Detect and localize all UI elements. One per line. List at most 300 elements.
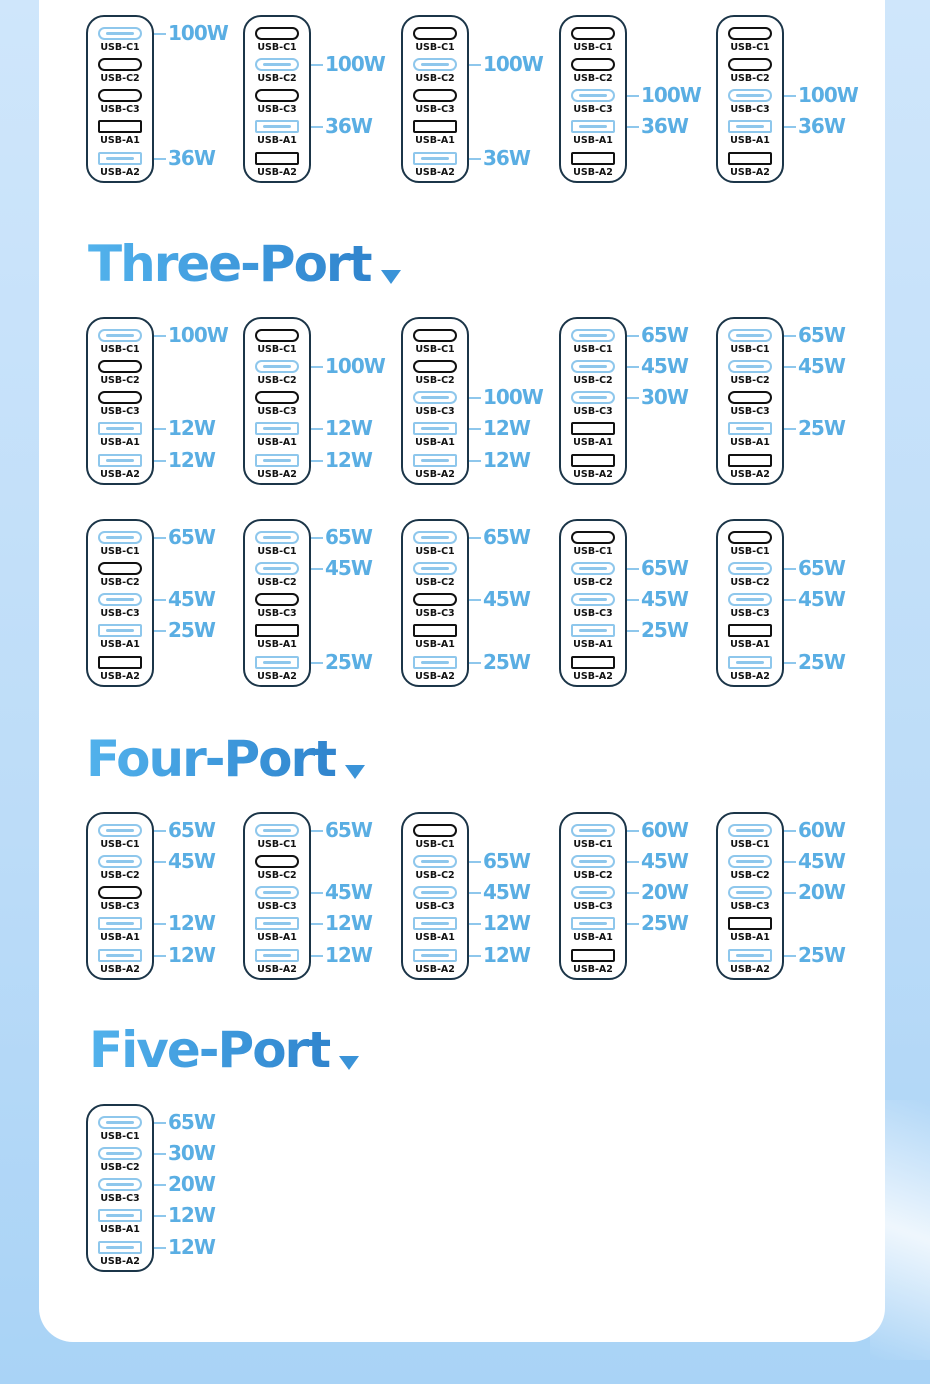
wattage-label: 45W [641,849,688,873]
port-usb-c1-inactive [728,531,772,544]
port-usb-a2-active [413,949,457,962]
port-label: USB-C2 [257,375,297,386]
port-usb-c2-active [255,562,299,575]
port-usb-c2-active [413,855,457,868]
port-usb-c3-inactive [255,391,299,404]
port-label: USB-A2 [573,167,613,178]
port-label: USB-C3 [100,608,140,619]
port-usb-a1-active [413,422,457,435]
leader-line [627,95,639,97]
port-usb-a1-inactive [98,120,142,133]
port-usb-c2-active [98,1147,142,1160]
wattage-label: 60W [798,818,845,842]
port-usb-c2-active [728,855,772,868]
leader-line [784,335,796,337]
port-label: USB-C2 [100,870,140,881]
leader-line [469,460,481,462]
port-label: USB-C2 [257,577,297,588]
port-usb-c2-active [571,360,615,373]
port-label: USB-A1 [730,639,770,650]
port-label: USB-C3 [100,1193,140,1204]
leader-line [311,892,323,894]
wattage-label: 45W [168,849,215,873]
port-label: USB-C1 [573,839,613,850]
port-label: USB-C3 [573,901,613,912]
port-label: USB-A2 [100,167,140,178]
port-label: USB-C3 [415,608,455,619]
wattage-label: 25W [325,650,372,674]
port-usb-c1-inactive [413,27,457,40]
port-label: USB-C2 [257,73,297,84]
wattage-label: 25W [798,416,845,440]
config-four-3 [401,812,571,984]
port-label: USB-A1 [573,639,613,650]
port-usb-a1-active [571,120,615,133]
leader-line [784,599,796,601]
wattage-label: 100W [325,354,385,378]
port-label: USB-A2 [415,671,455,682]
leader-line [469,892,481,894]
port-usb-a1-inactive [255,624,299,637]
port-label: USB-C2 [730,870,770,881]
config-three-9 [559,519,729,691]
port-usb-c2-inactive [728,58,772,71]
wattage-label: 25W [641,618,688,642]
port-usb-a2-inactive [571,152,615,165]
port-label: USB-C1 [573,546,613,557]
leader-line [469,64,481,66]
port-label: USB-A2 [257,964,297,975]
port-usb-c1-active [98,531,142,544]
config-four-4 [559,812,729,984]
port-usb-a2-inactive [571,949,615,962]
port-label: USB-A1 [415,135,455,146]
port-usb-a1-active [98,917,142,930]
port-label: USB-C3 [573,104,613,115]
config-two-2 [243,15,413,187]
config-two-1 [86,15,256,187]
leader-line [469,599,481,601]
port-usb-a1-active [255,917,299,930]
port-usb-a2-inactive [728,152,772,165]
port-label: USB-A2 [257,469,297,480]
wattage-label: 36W [168,146,215,170]
triangle-down-icon [345,765,365,779]
leader-line [154,428,166,430]
heading-three-port-text: Three-Port [88,235,371,293]
port-label: USB-C1 [257,839,297,850]
triangle-down-icon [339,1056,359,1070]
port-usb-c1-active [255,531,299,544]
leader-line [627,923,639,925]
port-usb-a2-active [413,656,457,669]
leader-line [784,366,796,368]
port-label: USB-C2 [415,577,455,588]
wattage-label: 65W [483,525,530,549]
leader-line [154,460,166,462]
port-usb-c1-active [98,27,142,40]
port-usb-a1-active [98,624,142,637]
config-two-5 [716,15,886,187]
port-label: USB-A1 [730,437,770,448]
wattage-label: 25W [798,943,845,967]
wattage-label: 36W [641,114,688,138]
leader-line [311,460,323,462]
port-usb-c1-inactive [413,824,457,837]
port-label: USB-A2 [415,469,455,480]
port-label: USB-A1 [415,932,455,943]
wattage-label: 36W [325,114,372,138]
port-label: USB-A2 [573,671,613,682]
port-label: USB-C2 [573,375,613,386]
wattage-label: 65W [168,525,215,549]
port-usb-c1-active [728,329,772,342]
port-usb-a2-active [255,949,299,962]
port-label: USB-C2 [730,577,770,588]
port-usb-a1-active [255,120,299,133]
leader-line [154,1184,166,1186]
wattage-label: 12W [483,943,530,967]
port-label: USB-C3 [415,406,455,417]
port-label: USB-A1 [100,639,140,650]
port-label: USB-C3 [573,608,613,619]
leader-line [311,428,323,430]
wattage-label: 20W [641,880,688,904]
port-usb-a1-active [98,422,142,435]
port-usb-c2-active [413,58,457,71]
port-label: USB-A2 [730,469,770,480]
wattage-label: 12W [168,943,215,967]
port-usb-a2-active [98,1241,142,1254]
port-usb-c2-active [255,360,299,373]
leader-line [469,955,481,957]
port-usb-a2-active [255,454,299,467]
port-usb-c2-inactive [98,58,142,71]
port-label: USB-A1 [415,639,455,650]
port-label: USB-C2 [730,375,770,386]
port-usb-c1-active [98,329,142,342]
port-label: USB-A1 [730,135,770,146]
leader-line [311,662,323,664]
leader-line [469,537,481,539]
leader-line [784,428,796,430]
port-label: USB-C2 [100,577,140,588]
leader-line [627,335,639,337]
port-usb-c3-active [728,89,772,102]
leader-line [627,366,639,368]
wattage-label: 45W [798,587,845,611]
port-label: USB-C2 [415,73,455,84]
port-usb-c3-active [413,391,457,404]
port-usb-c3-inactive [255,593,299,606]
port-label: USB-C3 [257,406,297,417]
port-label: USB-C1 [730,42,770,53]
leader-line [154,599,166,601]
port-label: USB-A2 [100,469,140,480]
wattage-label: 12W [325,416,372,440]
wattage-label: 12W [168,1235,215,1259]
leader-line [154,158,166,160]
port-label: USB-A2 [257,167,297,178]
leader-line [311,955,323,957]
leader-line [311,923,323,925]
port-usb-a2-inactive [728,454,772,467]
port-label: USB-A2 [100,964,140,975]
wattage-label: 12W [168,1203,215,1227]
wattage-label: 12W [168,911,215,935]
leader-line [784,126,796,128]
leader-line [154,923,166,925]
port-label: USB-C1 [257,344,297,355]
port-label: USB-C3 [100,104,140,115]
wattage-label: 65W [798,556,845,580]
wattage-label: 65W [641,556,688,580]
port-usb-c1-inactive [255,27,299,40]
port-label: USB-A2 [257,671,297,682]
port-usb-a2-active [255,656,299,669]
leader-line [154,537,166,539]
port-label: USB-A2 [730,964,770,975]
port-label: USB-A2 [100,671,140,682]
config-four-2 [243,812,413,984]
wattage-label: 30W [168,1141,215,1165]
port-usb-a1-inactive [571,422,615,435]
config-three-10 [716,519,886,691]
port-label: USB-A1 [100,437,140,448]
port-label: USB-A1 [100,135,140,146]
port-usb-c1-inactive [571,27,615,40]
leader-line [784,861,796,863]
port-usb-c3-inactive [728,391,772,404]
wattage-label: 45W [798,354,845,378]
leader-line [627,630,639,632]
port-usb-c2-inactive [255,855,299,868]
heading-four-port [86,731,365,787]
port-label: USB-A2 [730,671,770,682]
leader-line [311,568,323,570]
port-usb-c2-inactive [98,360,142,373]
port-label: USB-A1 [573,135,613,146]
port-label: USB-C1 [100,1131,140,1142]
port-usb-a1-active [728,422,772,435]
port-label: USB-C1 [730,344,770,355]
leader-line [469,923,481,925]
wattage-label: 65W [168,818,215,842]
wattage-label: 45W [483,587,530,611]
leader-line [311,64,323,66]
leader-line [784,830,796,832]
port-label: USB-C3 [100,901,140,912]
triangle-down-icon [381,270,401,284]
port-label: USB-C1 [573,344,613,355]
port-label: USB-A2 [573,469,613,480]
wattage-label: 45W [325,880,372,904]
port-usb-a1-active [255,422,299,435]
port-usb-c2-inactive [413,360,457,373]
leader-line [154,630,166,632]
port-usb-a1-active [571,624,615,637]
port-label: USB-C2 [415,870,455,881]
wattage-label: 45W [641,587,688,611]
port-label: USB-C3 [730,104,770,115]
port-usb-c3-inactive [255,89,299,102]
wattage-label: 45W [168,587,215,611]
port-usb-c1-active [571,824,615,837]
port-usb-c1-active [571,329,615,342]
heading-five-port-text: Five-Port [89,1021,330,1079]
port-usb-c1-inactive [728,27,772,40]
port-usb-a2-active [98,454,142,467]
port-label: USB-C1 [730,839,770,850]
port-label: USB-A1 [257,135,297,146]
config-three-2 [243,317,413,489]
port-usb-a1-inactive [413,624,457,637]
port-usb-c2-inactive [571,58,615,71]
wattage-label: 100W [798,83,858,107]
port-usb-c3-inactive [98,391,142,404]
port-usb-a2-inactive [571,454,615,467]
port-usb-a2-inactive [571,656,615,669]
wattage-label: 65W [798,323,845,347]
wattage-label: 12W [325,448,372,472]
leader-line [784,95,796,97]
wattage-label: 25W [168,618,215,642]
port-usb-c1-inactive [255,329,299,342]
port-usb-c2-active [413,562,457,575]
heading-four-port-text: Four-Port [86,730,336,788]
config-two-3 [401,15,571,187]
port-usb-a2-active [98,152,142,165]
port-label: USB-C1 [257,546,297,557]
wattage-label: 100W [325,52,385,76]
port-label: USB-A2 [415,167,455,178]
port-usb-a2-active [728,949,772,962]
port-label: USB-C2 [573,577,613,588]
port-label: USB-A1 [573,437,613,448]
config-four-1 [86,812,256,984]
leader-line [311,126,323,128]
port-label: USB-C3 [100,406,140,417]
port-label: USB-A1 [100,932,140,943]
port-usb-c2-active [255,58,299,71]
port-label: USB-C1 [415,344,455,355]
port-usb-c2-active [98,855,142,868]
wattage-label: 60W [641,818,688,842]
port-usb-c3-active [571,89,615,102]
port-usb-c3-active [98,593,142,606]
port-usb-a1-inactive [413,120,457,133]
wattage-label: 65W [641,323,688,347]
wattage-label: 100W [168,21,228,45]
leader-line [627,568,639,570]
leader-line [627,599,639,601]
port-usb-c3-inactive [413,89,457,102]
port-label: USB-C2 [100,1162,140,1173]
wattage-label: 45W [641,354,688,378]
leader-line [784,892,796,894]
heading-three-port [88,236,401,292]
port-label: USB-C2 [573,870,613,881]
port-label: USB-A1 [573,932,613,943]
wattage-label: 20W [798,880,845,904]
port-label: USB-C1 [415,42,455,53]
leader-line [469,662,481,664]
wattage-label: 65W [168,1110,215,1134]
port-label: USB-A2 [573,964,613,975]
port-usb-a2-inactive [255,152,299,165]
port-label: USB-C2 [100,73,140,84]
port-label: USB-C3 [730,608,770,619]
config-five-1 [86,1104,256,1276]
leader-line [469,397,481,399]
wattage-label: 12W [325,943,372,967]
port-label: USB-C1 [100,344,140,355]
leader-line [627,126,639,128]
leader-line [784,955,796,957]
wattage-label: 25W [483,650,530,674]
config-three-1 [86,317,256,489]
leader-line [154,1215,166,1217]
port-label: USB-C3 [257,608,297,619]
leader-line [784,568,796,570]
wattage-label: 12W [483,448,530,472]
port-label: USB-A1 [100,1224,140,1235]
leader-line [154,830,166,832]
port-usb-c1-active [98,824,142,837]
heading-five-port [89,1022,359,1078]
port-label: USB-C1 [100,42,140,53]
leader-line [627,892,639,894]
wattage-label: 30W [641,385,688,409]
port-usb-a1-active [571,917,615,930]
wattage-label: 45W [798,849,845,873]
port-label: USB-C3 [730,901,770,912]
wattage-label: 20W [168,1172,215,1196]
wattage-label: 12W [483,911,530,935]
wattage-label: 36W [798,114,845,138]
wattage-label: 12W [168,416,215,440]
config-three-3 [401,317,571,489]
wattage-label: 12W [168,448,215,472]
port-usb-c3-inactive [98,886,142,899]
port-usb-c2-active [728,360,772,373]
port-usb-c2-active [571,855,615,868]
port-label: USB-A2 [730,167,770,178]
port-usb-c1-active [98,1116,142,1129]
port-label: USB-C3 [730,406,770,417]
leader-line [154,955,166,957]
port-label: USB-A1 [415,437,455,448]
wattage-label: 45W [325,556,372,580]
port-usb-a1-inactive [728,624,772,637]
port-usb-c1-inactive [571,531,615,544]
port-usb-c3-active [255,886,299,899]
wattage-label: 25W [641,911,688,935]
config-three-5 [716,317,886,489]
port-usb-c3-inactive [98,89,142,102]
config-three-7 [243,519,413,691]
port-usb-c1-active [728,824,772,837]
leader-line [154,1122,166,1124]
wattage-label: 45W [483,880,530,904]
port-label: USB-C1 [730,546,770,557]
port-usb-a1-active [413,917,457,930]
port-label: USB-A1 [257,639,297,650]
port-label: USB-C2 [573,73,613,84]
port-label: USB-C3 [573,406,613,417]
leader-line [627,397,639,399]
port-label: USB-C1 [415,546,455,557]
